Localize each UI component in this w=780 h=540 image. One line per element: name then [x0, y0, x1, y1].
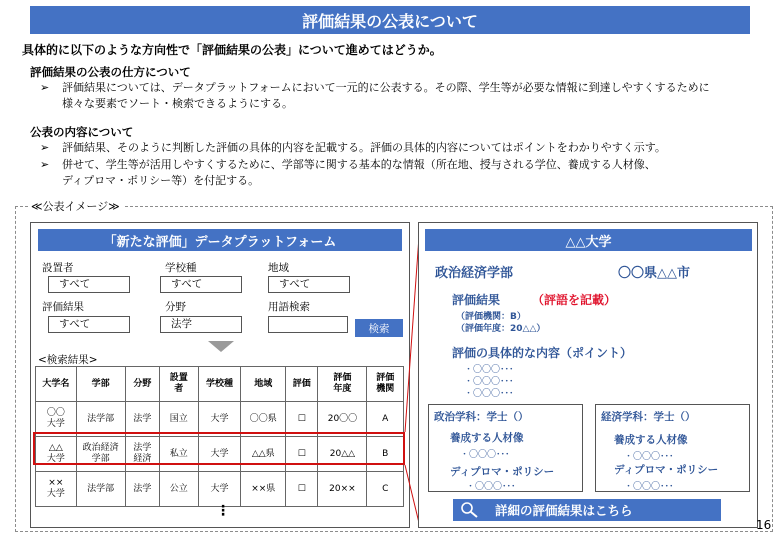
- dept1-policy-heading: ディプロマ・ポリシー: [450, 466, 555, 478]
- bullet-arrow-icon: ➢: [40, 158, 50, 171]
- detail-results-button[interactable]: [453, 499, 721, 521]
- page-number: 16: [756, 518, 772, 532]
- field-label: 分野: [165, 301, 186, 313]
- region-select[interactable]: すべて: [268, 276, 350, 293]
- cell-field: 法学: [125, 472, 159, 507]
- col-header: 学校種: [198, 367, 241, 402]
- section2-bullet1-text: 評価結果、そのように判断した評価の具体的内容を記載する。評価の具体的内容についてはポイントをわかりやすく示す。: [62, 141, 666, 154]
- dept2-name: 経済学科：学士（）: [601, 411, 696, 423]
- col-header: 分野: [125, 367, 159, 402]
- cell-faculty: 法学部: [76, 472, 125, 507]
- cell-school-type: 大学: [198, 402, 241, 437]
- term-label: 用語検索: [268, 301, 310, 313]
- cell-field: 法学: [125, 402, 159, 437]
- school-type-select[interactable]: すべて: [160, 276, 242, 293]
- search-button[interactable]: 検索: [355, 319, 403, 337]
- bullet-arrow-icon: ➢: [40, 141, 50, 154]
- section2-bullet2-line1: 併せて、学生等が活用しやすくするために、学部等に関する基本的な情報（所在地、授与される学位、養成する人材像、: [62, 158, 656, 171]
- cell-founder: 私立: [160, 437, 199, 472]
- platform-header: 「新たな評価」データプラットフォーム: [38, 229, 402, 251]
- cell-agency: B: [367, 437, 404, 472]
- dept2-talent-heading: 養成する人材像: [614, 434, 688, 446]
- founder-label: 設置者: [42, 262, 74, 274]
- col-header: 地域: [241, 367, 286, 402]
- detail-location: 〇〇県△△市: [618, 266, 690, 281]
- cell-faculty: 法学部: [76, 402, 125, 437]
- result-agency: （評価機関：B）: [456, 312, 526, 322]
- bullet-arrow-icon: ➢: [40, 81, 50, 94]
- lead-text: 具体的に以下のような方向性で「評価結果の公表」について進めてはどうか。: [22, 43, 442, 57]
- result-year: （評価年度：20△△）: [456, 324, 546, 334]
- cell-agency: A: [367, 402, 404, 437]
- dept1-policy-point: ・〇〇〇･･･: [466, 482, 516, 492]
- cell-text: 〇〇大学: [46, 408, 65, 429]
- cell-founder: 公立: [160, 472, 199, 507]
- cell-year: 20××: [318, 472, 367, 507]
- detail-university-header: △△大学: [425, 229, 752, 251]
- image-label: ≪公表イメージ≫: [28, 198, 123, 214]
- result-heading: 評価結果: [452, 293, 501, 307]
- content-point: ・〇〇〇･･･: [464, 365, 514, 375]
- cell-result: ☐: [286, 402, 318, 437]
- dept2-policy-heading: ディプロマ・ポリシー: [614, 464, 719, 476]
- dept1-name: 政治学科：学士（）: [434, 411, 529, 423]
- cell-region: ××県: [241, 472, 286, 507]
- section1-heading: 評価結果の公表の仕方について: [30, 65, 191, 79]
- cell-text: 政治経済学部: [82, 443, 119, 464]
- page-title-text: 評価結果の公表について: [302, 11, 478, 31]
- more-results-ellipsis: ⋮: [216, 503, 230, 519]
- cell-text: 法学経済: [133, 443, 152, 464]
- magnifier-icon: [459, 501, 481, 519]
- cell-founder: 国立: [160, 402, 199, 437]
- col-header: 学部: [76, 367, 125, 402]
- detail-button-label: 詳細の評価結果はこちら: [495, 503, 633, 518]
- dept1-talent-heading: 養成する人材像: [450, 432, 524, 444]
- section2-bullet2-line2: ディプロマ・ポリシー等）を付記する。: [62, 174, 260, 187]
- cell-year: 20〇〇: [318, 402, 367, 437]
- cell-result: ☐: [286, 437, 318, 472]
- cell-text: △△大学: [46, 443, 65, 464]
- cell-text: ××大学: [46, 478, 65, 499]
- content-point: ・〇〇〇･･･: [464, 377, 514, 387]
- col-header-text: 評価年度: [333, 373, 352, 394]
- school-type-label: 学校種: [165, 262, 197, 274]
- cell-school-type: 大学: [198, 472, 241, 507]
- content-point: ・〇〇〇･･･: [464, 389, 514, 399]
- cell-agency: C: [367, 472, 404, 507]
- results-label: <検索結果>: [38, 354, 98, 366]
- dept2-talent-point: ・〇〇〇･･･: [624, 452, 674, 462]
- col-header: 大学名: [36, 367, 77, 402]
- founder-select[interactable]: すべて: [48, 276, 130, 293]
- section1-bullet-line2: 様々な要素でソート・検索できるようにする。: [62, 97, 293, 110]
- dept2-policy-point: ・〇〇〇･･･: [624, 482, 674, 492]
- content-heading: 評価の具体的な内容（ポイント）: [452, 346, 633, 360]
- section1-bullet-line1: 評価結果については、データプラットフォームにおいて一元的に公表する。その際、学生等が必要な情報に到達しやすくするために: [62, 81, 710, 94]
- result-select[interactable]: すべて: [48, 316, 130, 333]
- result-note: （評語を記載）: [532, 293, 617, 307]
- result-label: 評価結果: [42, 301, 84, 313]
- cell-region: △△県: [241, 437, 286, 472]
- detail-faculty: 政治経済学部: [435, 266, 514, 281]
- region-label: 地域: [268, 262, 289, 274]
- dept1-talent-point: ・〇〇〇･･･: [460, 450, 510, 460]
- section2-heading: 公表の内容について: [30, 125, 134, 139]
- col-header: 評価: [286, 367, 318, 402]
- field-select[interactable]: 法学: [160, 316, 242, 333]
- cell-year: 20△△: [318, 437, 367, 472]
- cell-school-type: 大学: [198, 437, 241, 472]
- cell-region: 〇〇県: [241, 402, 286, 437]
- col-header-text: 設置者: [169, 373, 188, 394]
- cell-result: ☐: [286, 472, 318, 507]
- col-header-text: 評価機関: [376, 373, 395, 394]
